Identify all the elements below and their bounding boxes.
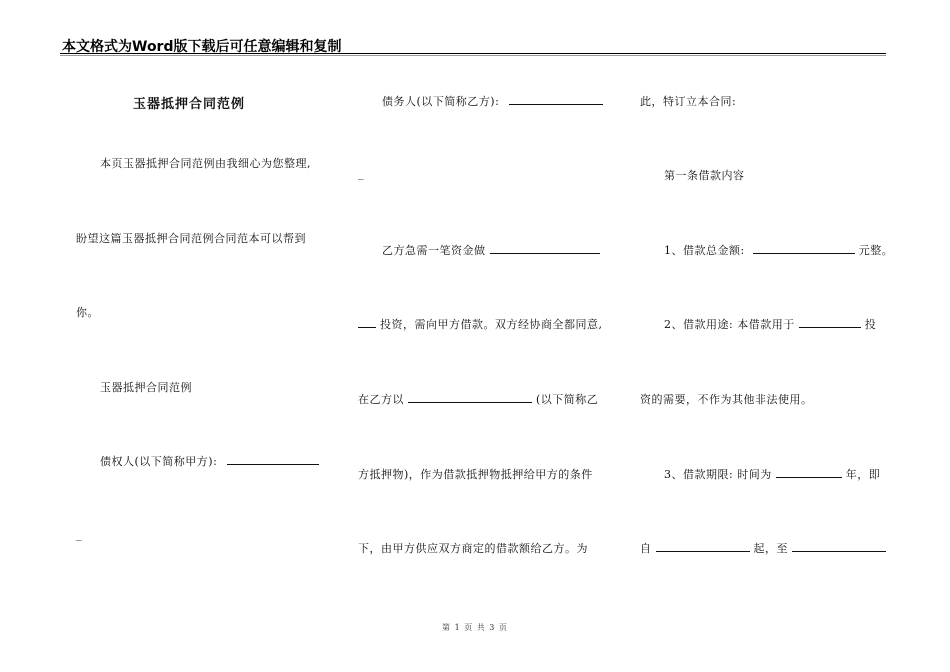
loan-term-line — [664, 466, 880, 482]
loan-purpose-blank — [799, 316, 861, 328]
page-footer: 第 1 页 共 3 页 — [442, 623, 508, 632]
debtor-blank — [509, 93, 603, 105]
debtor-line — [382, 93, 603, 109]
loan-amount-label: 1、借款总金额: — [664, 244, 745, 257]
loan-period-from: 自 — [640, 542, 652, 555]
collateral-blank — [408, 391, 532, 403]
intro-line-3: 你。 — [76, 306, 99, 319]
loan-period-line — [640, 540, 886, 556]
loan-purpose-label: 2、借款用途: 本借款用于 — [664, 318, 795, 331]
loan-period-to: 起，至 — [753, 542, 788, 555]
investment-blank — [358, 316, 376, 328]
loan-amount-blank — [753, 242, 855, 254]
collateral-line — [358, 391, 598, 407]
loan-purpose-continued: 资的需要，不作为其他非法使用。 — [640, 393, 813, 406]
debtor-label: 债务人(以下简称乙方): — [382, 95, 500, 108]
loan-term-blank — [776, 466, 842, 478]
article-1-heading: 第一条借款内容 — [664, 169, 745, 182]
loan-purpose-suffix: 投 — [864, 318, 877, 331]
collateral-text-a: 在乙方以 — [358, 393, 404, 406]
loan-supply-line: 下，由甲方供应双方商定的借款额给乙方。为 — [358, 542, 588, 555]
pledge-line: 方抵押物)，作为借款抵押物抵押给甲方的条件 — [358, 468, 593, 481]
creditor-dash: _ — [76, 528, 82, 541]
creditor-line — [100, 453, 319, 469]
loan-amount-line — [664, 242, 893, 258]
loan-purpose-line — [664, 316, 876, 332]
loan-term-suffix: 年，即 — [845, 468, 881, 481]
collateral-text-b: (以下简称乙 — [536, 393, 599, 406]
loan-period-start-blank — [656, 540, 750, 552]
debtor-dash: _ — [358, 167, 364, 180]
contract-subtitle: 玉器抵押合同范例 — [100, 381, 192, 394]
loan-period-end-blank — [792, 540, 886, 552]
funding-line — [382, 242, 600, 258]
loan-amount-suffix: 元整。 — [858, 244, 894, 257]
header-rule — [60, 53, 886, 54]
document-title: 玉器抵押合同范例 — [133, 97, 246, 112]
funding-blank — [490, 242, 600, 254]
document-header-title: 本文格式为Word版下载后可任意编辑和复制 — [62, 39, 342, 55]
creditor-blank — [227, 453, 319, 465]
intro-line-1: 本页玉器抵押合同范例由我细心为您整理, — [100, 157, 311, 170]
header-rule-secondary — [60, 55, 886, 56]
investment-line — [358, 316, 603, 332]
loan-term-label: 3、借款期限: 时间为 — [664, 468, 772, 481]
contract-intro-line: 此，特订立本合同: — [640, 95, 737, 108]
investment-text: 投资，需向甲方借款。双方经协商全都同意, — [380, 318, 603, 331]
intro-line-2: 盼望这篇玉器抵押合同范例合同范本可以帮到 — [76, 232, 306, 245]
funding-text: 乙方急需一笔资金做 — [382, 244, 486, 257]
creditor-label: 债权人(以下简称甲方): — [100, 455, 218, 468]
